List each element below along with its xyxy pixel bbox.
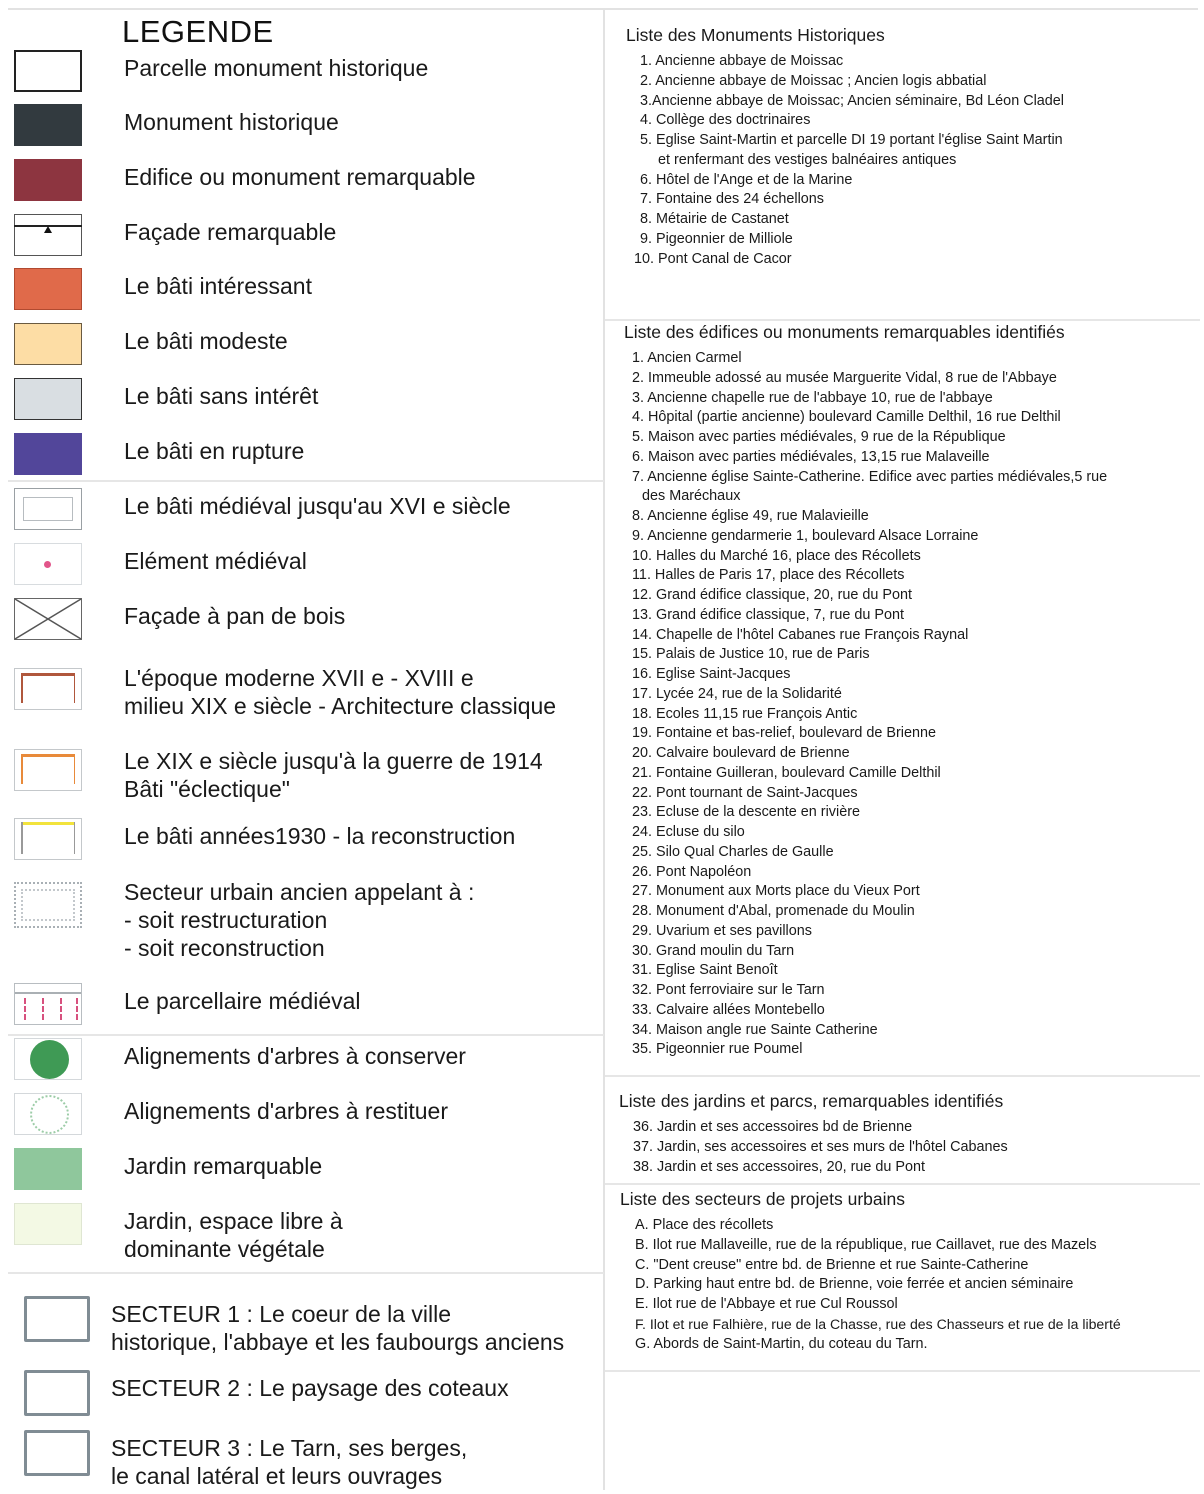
list-item: 5. Maison avec parties médiévales, 9 rue de la République [632,429,1006,445]
legend-label: Le bâti en rupture [124,438,305,464]
list-item: 1. Ancien Carmel [632,350,742,366]
parcel-top-line [15,992,81,994]
legend-item-secteur-urbain-ancien [14,874,599,964]
list-item: 7. Fontaine des 24 échellons [640,191,825,208]
inner-outline [23,497,73,521]
list-item: D. Parking haut entre bd. de Brienne, voie ferrée et ancien séminaire [635,1276,1074,1293]
column-divider [603,10,605,1490]
legend-label: Façade remarquable [124,219,337,245]
legend-label: L'époque moderne XVII e - XVIII e milieu XIX e siècle - Architecture classique [124,665,557,719]
legend-divider-2 [8,1034,604,1036]
list-item: 15. Palais de Justice 10, rue de Paris [632,646,870,663]
list-item: 13. Grand édifice classique, 7, rue du Pont [632,606,904,623]
legend-title: LEGENDE [122,14,274,49]
list-item: 2. Immeuble adossé au musée Marguerite Vidal, 8 rue de l'Abbaye [632,369,1057,386]
green-fill-icon [14,1148,82,1190]
legend-item-arbres-conserver [14,1038,599,1088]
list-item: 9. Pigeonnier de Milliole [640,230,793,247]
legend-item-arbres-restituer [14,1093,599,1143]
brown-top-line-icon [14,668,82,710]
legend-divider-3 [8,1272,604,1274]
sector-outline-icon [24,1430,90,1476]
list-item: 38. Jardin et ses accessoires, 20, rue du Pont [633,1158,925,1175]
yellow-side-line [74,822,76,854]
legend-item-jardin-espace-libre [14,1203,599,1263]
list-item: 24. Ecluse du silo [632,824,745,840]
list-title: Liste des Monuments Historiques [626,25,885,45]
list-item: et renfermant des vestiges balnéaires antiques [658,151,957,168]
orange-fill-icon [14,268,82,310]
brown-side-line [21,673,23,703]
list-item: 5. Eglise Saint-Martin et parcelle DI 19 portant l'église Saint Martin [640,132,1063,148]
legend-item-monument-historique [14,104,599,154]
legend-label: Parcelle monument historique [124,55,429,81]
legend-label: Le bâti modeste [124,328,288,354]
legend-item-element-medieval [14,543,599,593]
legend-item-bati-en-rupture [14,433,599,483]
list-item: E. Ilot rue de l'Abbaye et rue Cul Roussol [635,1296,898,1312]
grey-fill-icon [14,378,82,420]
orange-side-line [74,754,76,784]
list-body [626,52,1204,269]
list-body [619,1118,1199,1177]
list-item: 37. Jardin, ses accessoires et ses murs de l'hôtel Cabanes [633,1138,1008,1155]
list-item: 14. Chapelle de l'hôtel Cabanes rue François Raynal [632,626,969,643]
dotted-box-icon [14,882,82,928]
list-monuments-historiques [626,25,1204,269]
legend-item-bati-modeste [14,323,599,373]
sector-outline-icon [24,1370,90,1416]
facade-triangle-icon [14,214,82,256]
pink-dot-icon [14,543,82,585]
cross-box-icon [14,598,82,640]
legend-item-xix-siecle [14,743,599,803]
list-item: 28. Monument d'Abal, promenade du Moulin [632,903,915,919]
list-item: F. Ilot et rue Falhière, rue de la Chasse, rue des Chasseurs et rue de la liberté [635,1315,1121,1332]
list-item: 21. Fontaine Guilleran, boulevard Camille Delthil [632,764,941,781]
legend-label: Elément médiéval [124,548,307,574]
list-item: G. Abords de Saint-Martin, du coteau du Tarn. [635,1335,928,1352]
list-item: 11. Halles de Paris 17, place des Récollets [632,567,905,584]
sector-outline-icon [24,1296,90,1342]
list-item: 8. Métairie de Castanet [640,211,789,227]
green-circle-icon [14,1038,82,1080]
green-ring-icon [14,1093,82,1135]
legend-item-facade-remarquable [14,214,599,264]
dark-fill-icon [14,104,82,146]
list-item: 18. Ecoles 11,15 rue François Antic [632,705,858,722]
list-item: des Maréchaux [642,488,741,505]
list-divider-3 [605,1183,1200,1185]
legend-sector-3 [14,1430,599,1490]
legend-label: Le bâti années1930 - la reconstruction [124,823,516,849]
green-ring [30,1095,69,1134]
legend-label: Jardin, espace libre à dominante végétale [124,1208,343,1262]
legend-sector-2 [14,1370,599,1420]
list-item: 29. Uvarium et ses pavillons [632,922,812,939]
sector-label: SECTEUR 1 : Le coeur de la ville historique, l'abbaye et les faubourgs anciens [111,1301,565,1355]
list-item: 10. Pont Canal de Cacor [634,250,792,267]
pink-dashed-parcel-icon [14,983,82,1025]
medieval-outline-icon [14,488,82,530]
legend-label: Secteur urbain ancien appelant à : - soit restructuration - soit reconstruction [124,879,475,961]
list-item: 23. Ecluse de la descente en rivière [632,804,860,821]
yellow-top-line-icon [14,818,82,860]
pale-green-fill-icon [14,1203,82,1245]
list-item: 34. Maison angle rue Sainte Catherine [632,1021,878,1038]
list-item: 16. Eglise Saint-Jacques [632,666,791,682]
pink-dot [44,561,51,568]
list-item: 7. Ancienne église Sainte-Catherine. Edifice avec parties médiévales,5 rue [632,468,1108,485]
pink-dash [24,998,26,1020]
list-jardins-parcs [619,1091,1199,1177]
list-item: 12. Grand édifice classique, 20, rue du Pont [632,587,912,603]
list-item: 27. Monument aux Morts place du Vieux Port [632,883,920,900]
list-body [620,1216,1200,1354]
list-item: 36. Jardin et ses accessoires bd de Brienne [633,1119,913,1135]
cream-fill-icon [14,323,82,365]
legend-label: Le bâti intéressant [124,273,312,299]
list-item: 8. Ancienne église 49, rue Malavieille [632,508,869,524]
legend-item-bati-medieval [14,488,599,538]
list-item: C. "Dent creuse" entre bd. de Brienne et rue Sainte-Catherine [635,1256,1029,1273]
legend-item-bati-sans-interet [14,378,599,428]
list-item: 33. Calvaire allées Montebello [632,1001,825,1018]
yellow-side-line [21,822,23,854]
sector-label: SECTEUR 2 : Le paysage des coteaux [111,1375,509,1401]
legend-item-epoque-moderne [14,660,599,720]
green-circle [30,1040,69,1079]
yellow-top-line [21,822,75,825]
legend-label: Le parcellaire médiéval [124,988,361,1014]
list-item: 25. Silo Qual Charles de Gaulle [632,843,834,860]
cross-svg [14,598,82,640]
list-title: Liste des édifices ou monuments remarquables identifiés [624,322,1065,342]
list-item: 4. Collège des doctrinaires [640,112,811,129]
list-item: 6. Maison avec parties médiévales, 13,15 rue Malaveille [632,448,990,465]
pink-dash [76,998,78,1020]
list-item: 19. Fontaine et bas-relief, boulevard de Brienne [632,725,936,742]
list-divider-1 [605,319,1200,321]
orange-top-line [21,754,75,757]
legend-label: Monument historique [124,109,339,135]
legend-item-parcellaire-medieval [14,983,599,1033]
list-item: 2. Ancienne abbaye de Moissac ; Ancien logis abbatial [640,72,987,89]
list-item: B. Ilot rue Mallaveille, rue de la république, rue Caillavet, rue des Mazels [635,1236,1097,1253]
list-item: 22. Pont tournant de Saint-Jacques [632,784,858,801]
list-title: Liste des secteurs de projets urbains [620,1189,906,1209]
brown-top-line [21,673,75,676]
list-item: 3.Ancienne abbaye de Moissac; Ancien séminaire, Bd Léon Cladel [640,92,1064,109]
list-item: 30. Grand moulin du Tarn [632,942,795,959]
sector-label: SECTEUR 3 : Le Tarn, ses berges, le canal latéral et leurs ouvrages [111,1435,468,1489]
list-item: 1. Ancienne abbaye de Moissac [640,53,844,69]
legend-label: Jardin remarquable [124,1153,323,1179]
list-item: 35. Pigeonnier rue Poumel [632,1041,803,1058]
red-fill-icon [14,159,82,201]
list-body [624,349,1204,1060]
legend-label: Le XIX e siècle jusqu'à la guerre de 1914 Bâti "éclectique" [124,748,543,802]
orange-side-line [21,754,23,784]
list-item: 26. Pont Napoléon [632,863,752,880]
list-item: 31. Eglise Saint Benoît [632,962,778,979]
facade-triangle-icon-svg [14,214,82,256]
legend-item-parcelle-mh [14,50,599,100]
legend-label: Le bâti médiéval jusqu'au XVI e siècle [124,493,511,519]
list-secteurs-projets [620,1189,1200,1354]
orange-top-line-icon [14,749,82,791]
legend-sector-1 [14,1296,599,1356]
legend-item-edifice-remarquable [14,159,599,209]
list-item: 32. Pont ferroviaire sur le Tarn [632,982,825,998]
list-item: 17. Lycée 24, rue de la Solidarité [632,685,842,702]
brown-side-line [74,673,76,703]
list-item: 20. Calvaire boulevard de Brienne [632,745,850,761]
purple-fill-icon [14,433,82,475]
list-item: 3. Ancienne chapelle rue de l'abbaye 10, rue de l'abbaye [632,389,993,406]
inner-dotted [21,889,75,921]
legend-label: Alignements d'arbres à restituer [124,1098,448,1124]
list-item: A. Place des récollets [635,1217,774,1233]
list-divider-4 [605,1370,1200,1372]
legend-item-jardin-remarquable [14,1148,599,1198]
legend-item-bati-interessant [14,268,599,318]
list-divider-2 [605,1075,1200,1077]
legend-item-annees-1930 [14,818,599,868]
list-title: Liste des jardins et parcs, remarquables identifiés [619,1091,1004,1111]
legend-label: Alignements d'arbres à conserver [124,1043,466,1069]
list-item: 4. Hôpital (partie ancienne) boulevard Camille Delthil, 16 rue Delthil [632,409,1061,426]
pink-dash [60,998,62,1020]
legend-label: Le bâti sans intérêt [124,383,319,409]
list-item: 10. Halles du Marché 16, place des Récollets [632,547,921,564]
legend-label: Edifice ou monument remarquable [124,164,476,190]
legend-label: Façade à pan de bois [124,603,346,629]
list-item: 9. Ancienne gendarmerie 1, boulevard Alsace Lorraine [632,527,979,544]
list-edifices-remarquables [624,322,1204,1060]
legend-item-pan-de-bois [14,598,599,648]
parcel-outline-icon [14,50,82,92]
pink-dash [42,998,44,1020]
list-item: 6. Hôtel de l'Ange et de la Marine [640,171,853,188]
